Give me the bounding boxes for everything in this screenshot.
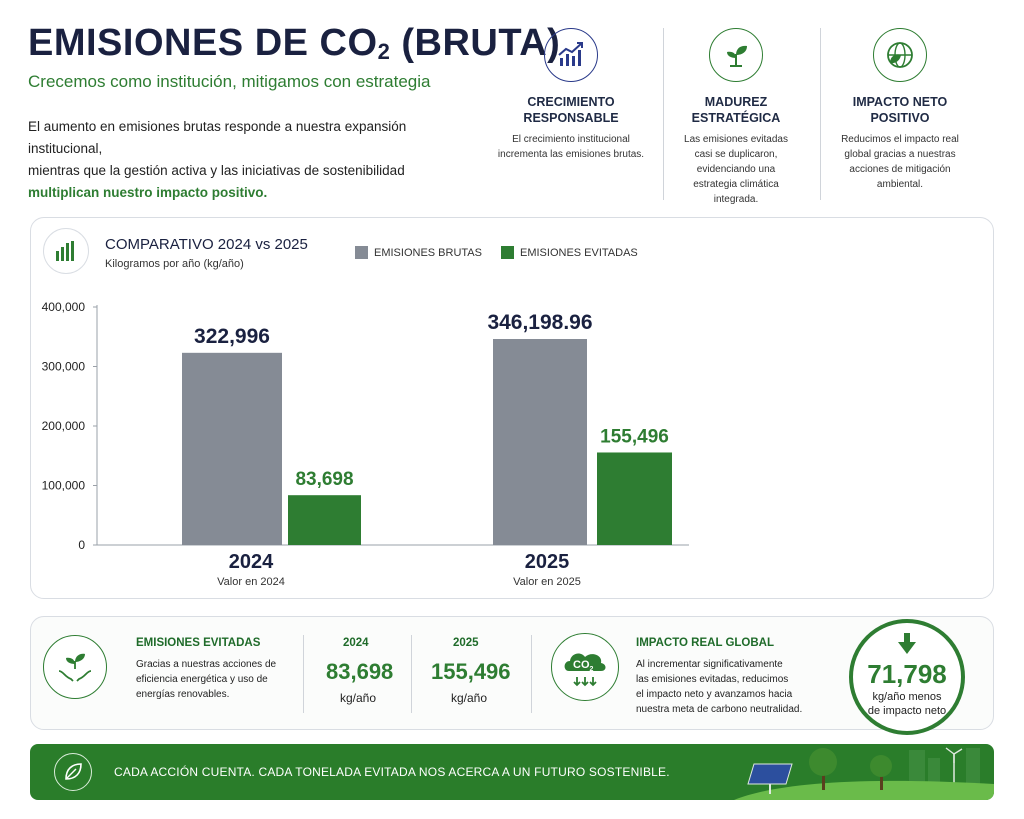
y-tick-label: 400,000	[41, 300, 85, 314]
net-impact-unit: kg/año menos de impacto neto	[867, 691, 947, 717]
bar-avoided-2024	[288, 495, 361, 545]
feature-text: El crecimiento institucional incrementa las emisiones brutas.	[497, 134, 645, 160]
chart-card	[30, 217, 994, 599]
co2-cloud-icon	[551, 633, 619, 701]
net-impact-value: 71,798	[867, 659, 947, 689]
feature-title: IMPACTO NETO POSITIVO	[852, 95, 948, 125]
real-impact-text: Al incrementar significativamente las emisiones evitadas, reducimos el impacto neto y avanzamos hacia nuestra meta de carbono neutralidad.	[636, 659, 803, 715]
page-title: EMISIONES DE $CO_2$ (BRUTA)	[28, 22, 561, 64]
hands-leaf-icon	[43, 635, 107, 699]
bar-label-avoided-2025: 155,496	[600, 426, 669, 448]
feature-text: Las emisiones evitadas casi se duplicaron, evidenciando una estrategia climática integrada.	[684, 134, 788, 205]
legend-item-avoided: EMISIONES EVITADAS	[501, 246, 638, 259]
footer-banner	[30, 744, 994, 800]
avoided-text: Gracias a nuestras acciones de eficiencia energética y uso de energías renovables.	[136, 659, 277, 700]
bar-label-gross-2025: 346,198.96	[487, 311, 593, 335]
year-2025-label: 2025	[453, 637, 479, 649]
impact-strip	[30, 616, 994, 730]
y-tick-label: 100,000	[41, 478, 85, 493]
globe-leaf-icon	[873, 28, 927, 82]
bar-chart	[31, 218, 995, 600]
feature-maturity	[676, 28, 796, 207]
legend-item-gross: EMISIONES BRUTAS	[355, 246, 482, 259]
growth-chart-icon	[544, 28, 598, 82]
x-category-caption: Valor en 2024	[217, 576, 285, 588]
bar-label-avoided-2024: 83,698	[295, 469, 354, 491]
year-2024-label: 2024	[343, 637, 369, 649]
leaf-icon	[54, 753, 92, 791]
divider	[663, 28, 664, 200]
feature-impact	[830, 28, 970, 192]
x-category-label: 2025	[524, 551, 570, 573]
divider	[411, 635, 412, 713]
unit-label: kg/año	[340, 691, 377, 705]
y-tick-label: 0	[78, 538, 85, 552]
divider	[820, 28, 821, 200]
bar-label-gross-2024: 322,996	[194, 324, 270, 348]
feature-title: CRECIMIENTO RESPONSABLE	[523, 95, 619, 125]
avoided-2025-value: 155,496	[431, 659, 511, 684]
sprout-icon	[709, 28, 763, 82]
banner-text: CADA ACCIÓN CUENTA. CADA TONELADA EVITADA NOS ACERCA A UN FUTURO SOSTENIBLE.	[114, 765, 670, 779]
intro-paragraph: El aumento en emisiones brutas responde a nuestra expansión institucional, mientras que la gestión activa y las iniciativas de sostenibilidad multiplican nuestro impacto positivo.	[28, 119, 407, 200]
divider	[531, 635, 532, 713]
feature-title: MADUREZ ESTRATÉGICA	[691, 95, 781, 125]
x-category-caption: Valor en 2025	[513, 576, 581, 588]
net-impact-circle	[849, 619, 965, 735]
real-impact-label: IMPACTO REAL GLOBAL	[636, 637, 774, 649]
feature-growth	[496, 28, 646, 162]
chart-title: COMPARATIVO 2024 vs 2025	[105, 236, 308, 253]
divider	[303, 635, 304, 713]
bar-gross-2024	[182, 353, 282, 545]
avoided-2024-value: 83,698	[326, 659, 394, 684]
bar-gross-2025	[493, 339, 587, 545]
chart-subtitle: Kilogramos por año (kg/año)	[105, 258, 244, 270]
co2-label: $CO_2$	[573, 659, 594, 674]
unit-label: kg/año	[451, 691, 488, 705]
y-tick-label: 200,000	[41, 419, 85, 433]
y-tick-label: 300,000	[41, 359, 85, 374]
avoided-label: EMISIONES EVITADAS	[136, 637, 261, 649]
x-category-label: 2024	[228, 551, 274, 573]
bar-avoided-2025	[597, 452, 672, 545]
page-subtitle: Crecemos como institución, mitigamos con estrategia	[28, 72, 431, 91]
feature-text: Reducimos el impacto real global gracias a nuestras acciones de mitigación ambiental.	[841, 134, 959, 190]
arrow-down-icon	[897, 633, 917, 655]
landscape-illustration	[734, 744, 994, 800]
